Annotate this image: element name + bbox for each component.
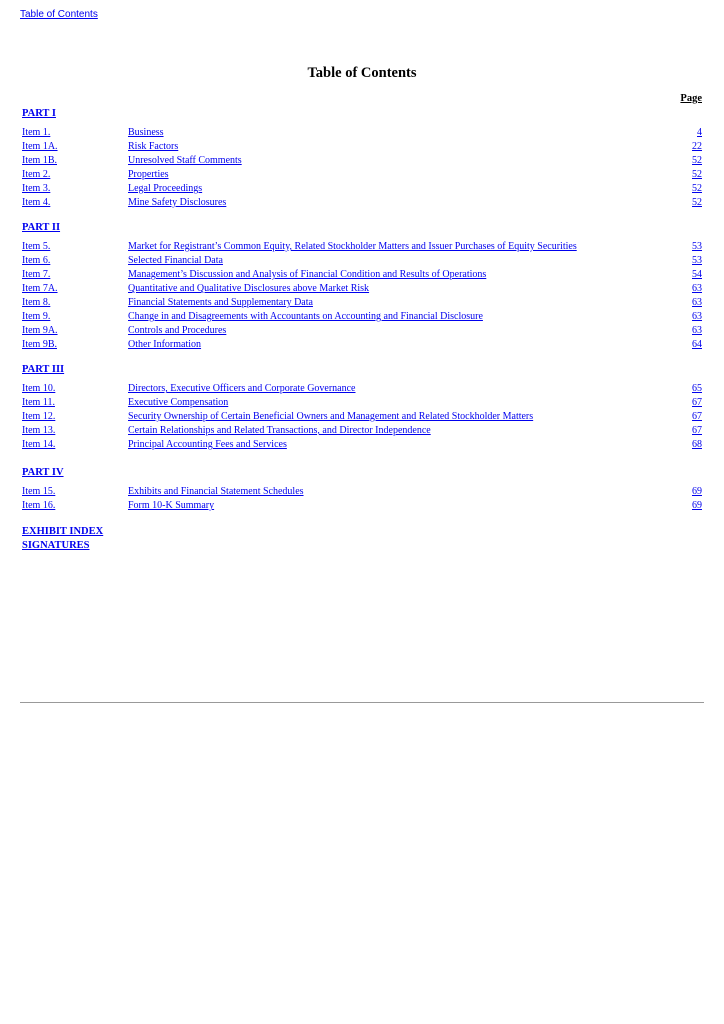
item-title-link[interactable]: Form 10-K Summary <box>128 500 215 511</box>
item-page-link[interactable]: 63 <box>692 297 702 308</box>
item-number-link[interactable]: Item 12. <box>22 411 56 422</box>
item-number-link[interactable]: Item 2. <box>22 169 51 180</box>
toc-row <box>22 424 702 438</box>
toc-row <box>22 296 702 310</box>
item-page-link[interactable]: 67 <box>692 397 702 408</box>
item-title-link[interactable]: Certain Relationships and Related Transactions, and Director Independence <box>128 425 431 436</box>
signatures-link[interactable]: SIGNATURES <box>22 540 90 551</box>
toc-row <box>22 240 702 254</box>
item-number-link[interactable]: Item 1B. <box>22 155 57 166</box>
item-number-link[interactable]: Item 7A. <box>22 283 58 294</box>
toc-row <box>22 338 702 352</box>
item-number-link[interactable]: Item 9B. <box>22 339 57 350</box>
toc-row <box>22 154 702 168</box>
item-page-link[interactable]: 63 <box>692 283 702 294</box>
part-iii-link[interactable]: PART III <box>22 364 65 375</box>
item-title-link[interactable]: Risk Factors <box>128 141 179 152</box>
item-title-link[interactable]: Other Information <box>128 339 202 350</box>
item-number-link[interactable]: Item 9. <box>22 311 51 322</box>
part-iii-section <box>22 363 702 452</box>
toc-row <box>22 438 702 452</box>
toc-row <box>22 324 702 338</box>
item-title-link[interactable]: Controls and Procedures <box>128 325 227 336</box>
toc-row <box>22 410 702 424</box>
item-page-link[interactable]: 52 <box>692 183 702 194</box>
exhibit-index-link[interactable]: EXHIBIT INDEX <box>22 526 104 537</box>
toc-row <box>22 499 702 513</box>
item-number-link[interactable]: Item 13. <box>22 425 56 436</box>
page-column-header: Page <box>680 93 702 104</box>
item-number-link[interactable]: Item 14. <box>22 439 56 450</box>
item-page-link[interactable]: 65 <box>692 383 702 394</box>
item-page-link[interactable]: 69 <box>692 486 702 497</box>
part-i-link[interactable]: PART I <box>22 108 56 119</box>
toc-row <box>22 140 702 154</box>
item-page-link[interactable]: 4 <box>697 127 702 138</box>
item-page-link[interactable]: 63 <box>692 325 702 336</box>
item-title-link[interactable]: Business <box>128 127 164 138</box>
item-number-link[interactable]: Item 1. <box>22 127 51 138</box>
item-number-link[interactable]: Item 15. <box>22 486 56 497</box>
item-page-link[interactable]: 52 <box>692 197 702 208</box>
toc-row <box>22 196 702 210</box>
toc-row <box>22 282 702 296</box>
item-title-link[interactable]: Exhibits and Financial Statement Schedules <box>128 486 304 497</box>
item-number-link[interactable]: Item 3. <box>22 183 51 194</box>
top-toc-link[interactable]: Table of Contents <box>20 9 98 20</box>
item-number-link[interactable]: Item 5. <box>22 241 51 252</box>
item-title-link[interactable]: Security Ownership of Certain Beneficial Owners and Management and Related Stockholder Matters <box>128 411 534 422</box>
item-title-link[interactable]: Properties <box>128 169 169 180</box>
item-number-link[interactable]: Item 1A. <box>22 141 58 152</box>
item-title-link[interactable]: Market for Registrant’s Common Equity, Related Stockholder Matters and Issuer Purchases of Equity Securities <box>128 241 577 252</box>
item-page-link[interactable]: 22 <box>692 141 702 152</box>
item-page-link[interactable]: 68 <box>692 439 702 450</box>
toc-row <box>22 396 702 410</box>
item-page-link[interactable]: 53 <box>692 255 702 266</box>
item-page-link[interactable]: 67 <box>692 425 702 436</box>
toc-row <box>22 382 702 396</box>
item-page-link[interactable]: 67 <box>692 411 702 422</box>
item-title-link[interactable]: Financial Statements and Supplementary Data <box>128 297 313 308</box>
item-page-link[interactable]: 52 <box>692 169 702 180</box>
item-page-link[interactable]: 54 <box>692 269 702 280</box>
item-number-link[interactable]: Item 11. <box>22 397 55 408</box>
part-iv-section <box>22 466 702 513</box>
toc-row <box>22 254 702 268</box>
item-number-link[interactable]: Item 10. <box>22 383 56 394</box>
toc-row <box>22 182 702 196</box>
item-title-link[interactable]: Legal Proceedings <box>128 183 203 194</box>
item-number-link[interactable]: Item 16. <box>22 500 56 511</box>
item-title-link[interactable]: Selected Financial Data <box>128 255 223 266</box>
item-number-link[interactable]: Item 4. <box>22 197 51 208</box>
item-number-link[interactable]: Item 9A. <box>22 325 58 336</box>
item-page-link[interactable]: 52 <box>692 155 702 166</box>
toc-row <box>22 268 702 282</box>
item-page-link[interactable]: 63 <box>692 311 702 322</box>
part-ii-section <box>22 221 702 352</box>
item-page-link[interactable]: 64 <box>692 339 702 350</box>
toc-row <box>22 126 702 140</box>
item-number-link[interactable]: Item 7. <box>22 269 51 280</box>
page-title: Table of Contents <box>307 65 417 81</box>
page-divider <box>20 702 704 703</box>
item-title-link[interactable]: Unresolved Staff Comments <box>128 155 242 166</box>
item-title-link[interactable]: Management’s Discussion and Analysis of Financial Condition and Results of Operations <box>128 269 487 280</box>
toc-row <box>22 485 702 499</box>
item-title-link[interactable]: Executive Compensation <box>128 397 229 408</box>
part-iv-link[interactable]: PART IV <box>22 467 64 478</box>
part-ii-link[interactable]: PART II <box>22 222 61 233</box>
part-i-section <box>22 107 702 210</box>
toc-row <box>22 168 702 182</box>
item-page-link[interactable]: 53 <box>692 241 702 252</box>
item-title-link[interactable]: Change in and Disagreements with Accountants on Accounting and Financial Disclosure <box>128 311 483 322</box>
item-title-link[interactable]: Principal Accounting Fees and Services <box>128 439 287 450</box>
item-page-link[interactable]: 69 <box>692 500 702 511</box>
item-title-link[interactable]: Quantitative and Qualitative Disclosures above Market Risk <box>128 283 370 294</box>
item-number-link[interactable]: Item 6. <box>22 255 51 266</box>
item-title-link[interactable]: Directors, Executive Officers and Corporate Governance <box>128 383 356 394</box>
toc-row <box>22 310 702 324</box>
item-title-link[interactable]: Mine Safety Disclosures <box>128 197 227 208</box>
item-number-link[interactable]: Item 8. <box>22 297 51 308</box>
